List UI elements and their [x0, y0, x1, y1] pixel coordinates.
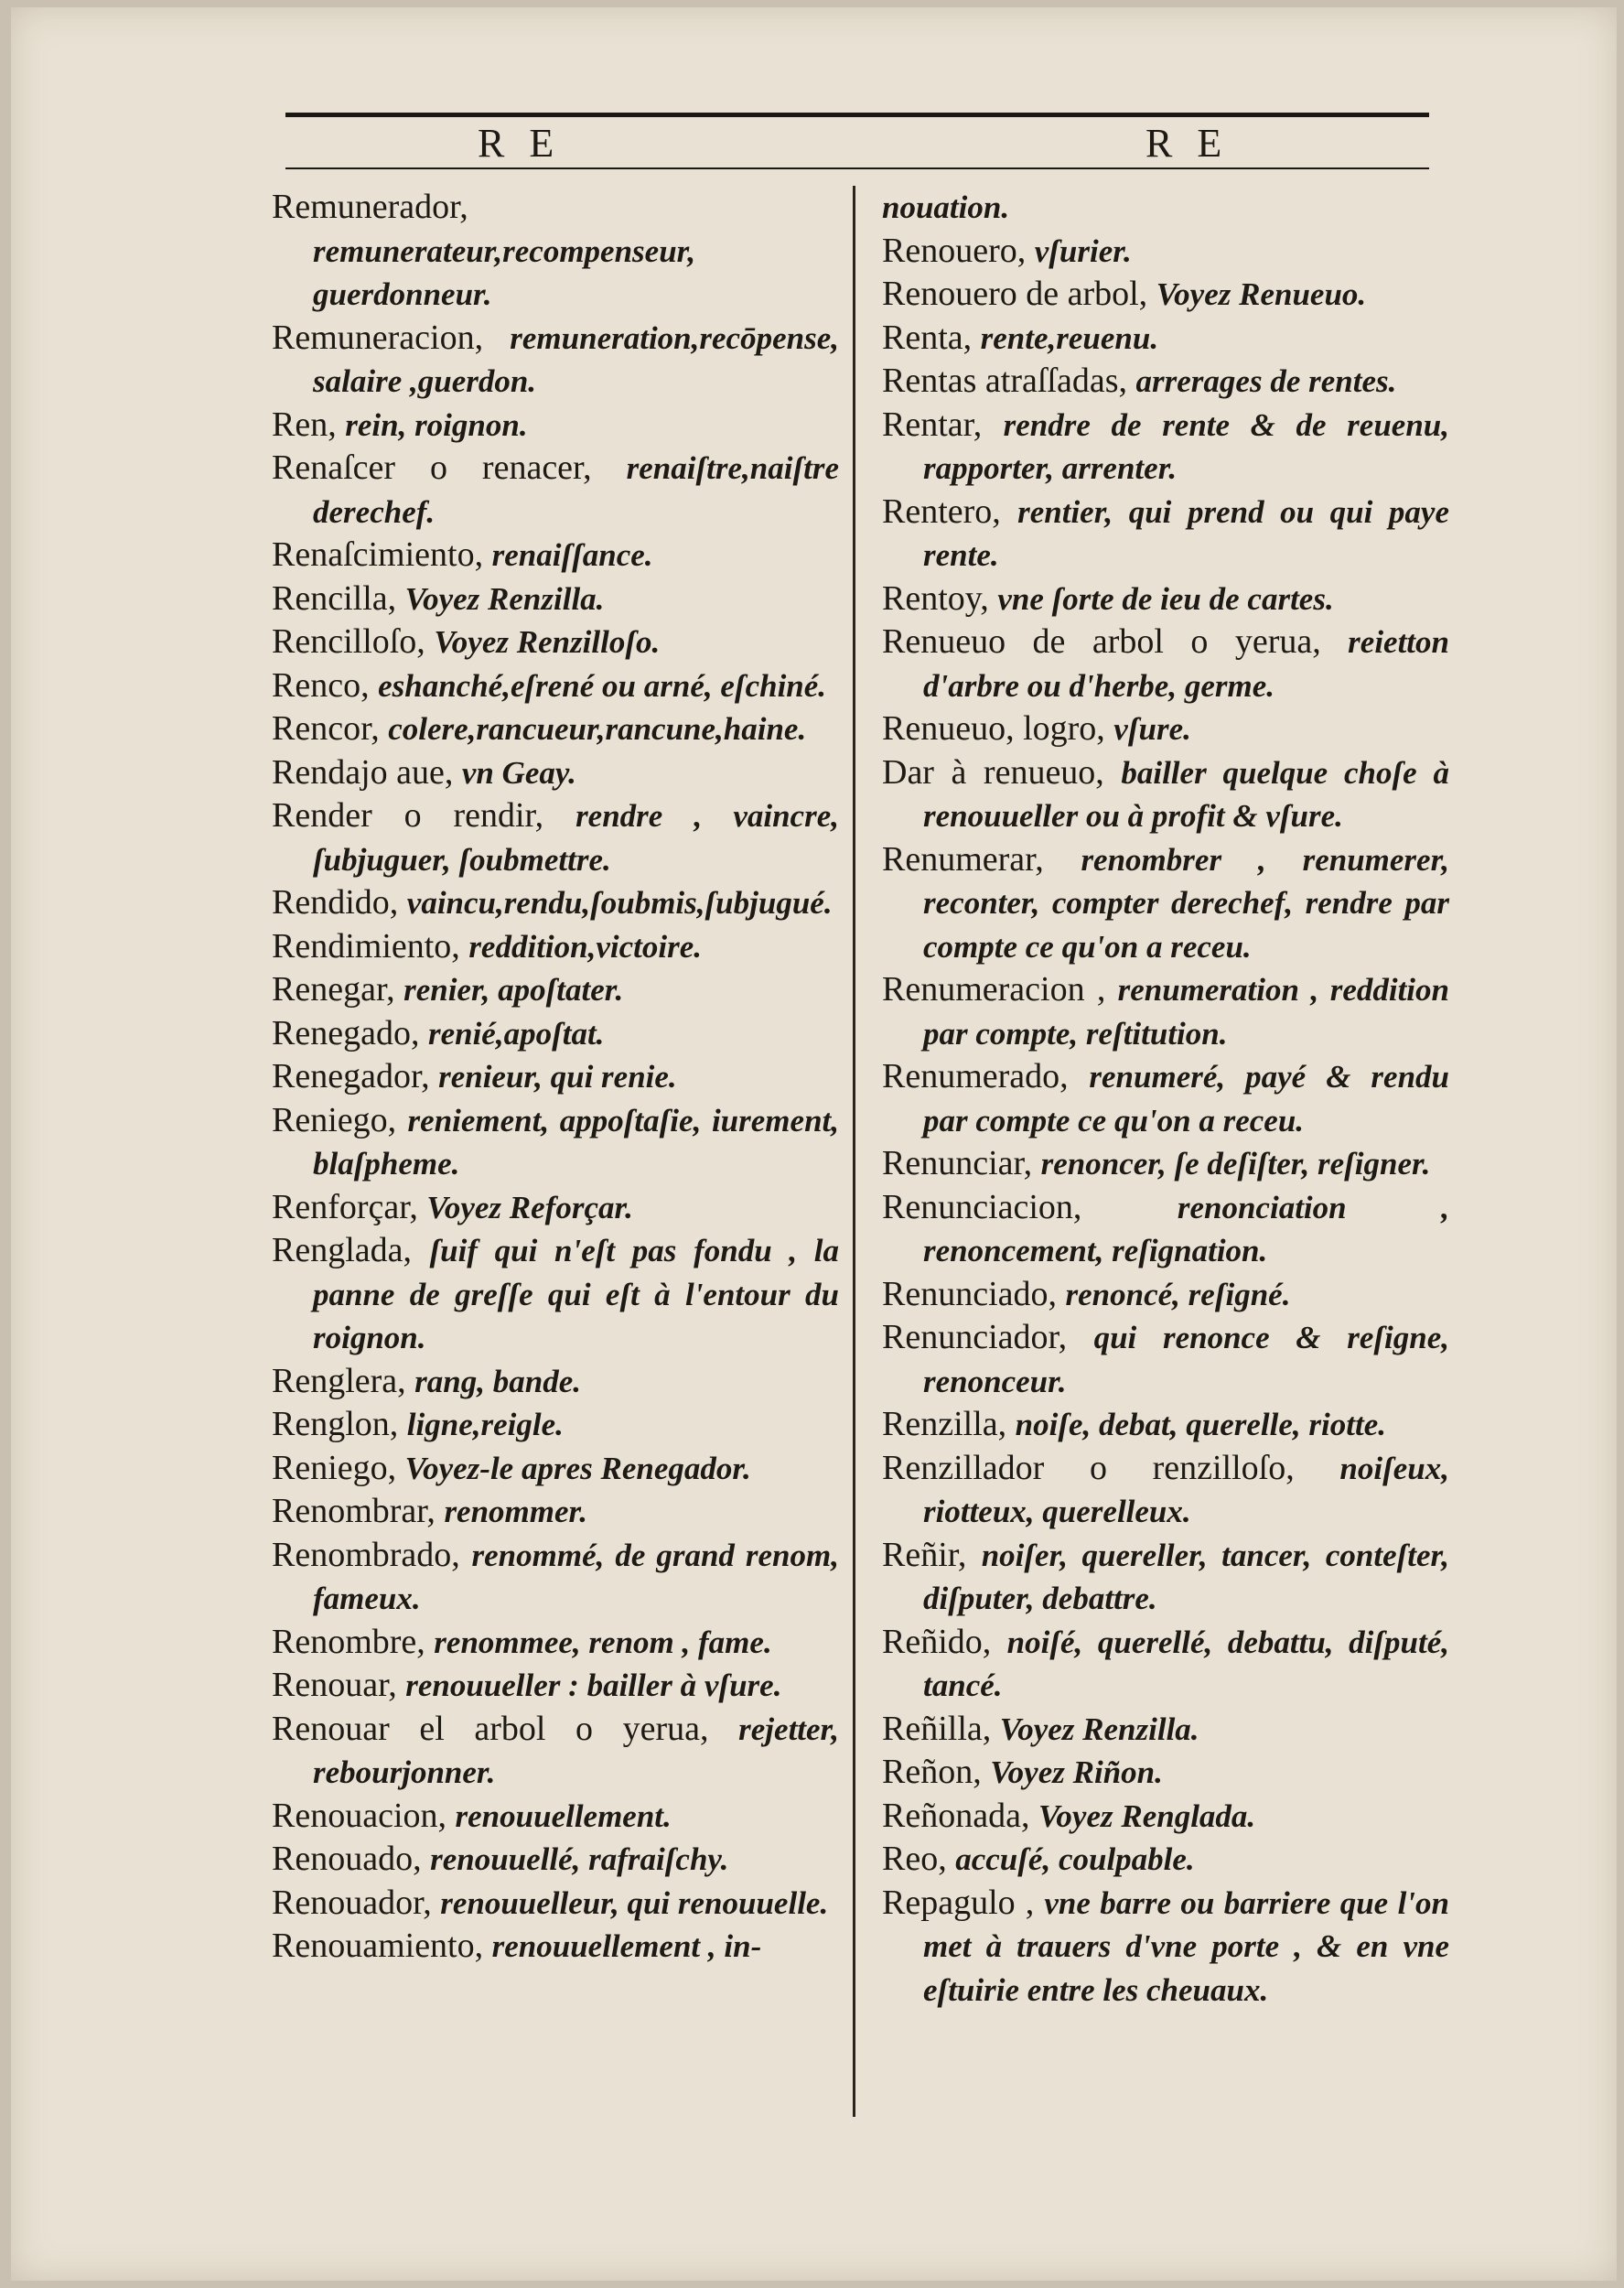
entry-headword: Reñir, — [882, 1535, 967, 1574]
entry-translation: remunerateur,recompenseur, guerdonneur. — [313, 232, 696, 312]
entry-translation: renombrer , renumerer, reconter, compter derechef, rendre par compte ce qu'on a receu. — [923, 841, 1450, 965]
entry-headword: Renglera, — [272, 1361, 406, 1400]
entry-headword: Render o rendir, — [272, 796, 544, 835]
entry-translation: arrerages de rentes. — [1135, 363, 1397, 399]
entry-headword: Dar à renueuo, — [882, 752, 1104, 792]
entry-headword: Renueuo, logro, — [882, 709, 1105, 748]
entry-headword: Renumerado, — [882, 1057, 1069, 1095]
dictionary-entry — [272, 186, 839, 317]
running-head — [285, 113, 1429, 177]
entry-headword: Reniego, — [272, 1448, 397, 1487]
dictionary-entry — [272, 577, 839, 621]
entry-translation: renouuelleur, qui renouuelle. — [440, 1884, 829, 1921]
entry-translation: eshanché,eſrené ou arné, eſchiné. — [378, 667, 827, 704]
column-divider — [853, 186, 855, 2117]
dictionary-entry — [882, 968, 1449, 1055]
dictionary-entry — [272, 1403, 839, 1447]
dictionary-entry — [272, 1360, 839, 1404]
dictionary-entry — [882, 1055, 1449, 1142]
entry-headword: Renta, — [882, 318, 973, 357]
entry-translation: Voyez Renueuo. — [1156, 276, 1367, 312]
entry-translation: renumeration , reddition par compte, reſtitution. — [923, 972, 1449, 1052]
entry-translation: renommer. — [444, 1494, 587, 1529]
entry-translation: remuneration,recōpense, salaire ,guerdon. — [313, 319, 839, 399]
entry-translation: rein, roignon. — [345, 406, 528, 443]
dictionary-entry — [272, 925, 839, 969]
entry-headword: Rentas atraſſadas, — [882, 362, 1128, 400]
entry-translation: Voyez Renglada. — [1038, 1797, 1256, 1834]
entry-headword: Renunciar, — [882, 1144, 1033, 1182]
entry-translation: noiſeux, riotteux, querelleux. — [923, 1450, 1450, 1529]
entry-translation: vſure. — [1113, 711, 1191, 747]
entry-headword: Reo, — [882, 1840, 947, 1878]
dictionary-entry — [272, 1882, 839, 1926]
dictionary-entry — [272, 1621, 839, 1665]
entry-headword: Renouar, — [272, 1666, 397, 1704]
entry-headword: Rencilla, — [272, 578, 397, 618]
dictionary-entry — [882, 1316, 1449, 1403]
dictionary-entry — [272, 1795, 839, 1839]
dictionary-entry — [882, 751, 1449, 838]
entry-headword: Rendido, — [272, 883, 399, 922]
entry-headword: Renunciador, — [882, 1318, 1068, 1356]
entry-translation: reietton d'arbre ou d'herbe, germe. — [923, 624, 1449, 704]
entry-headword: Rencilloſo, — [272, 622, 425, 661]
dictionary-entry — [272, 664, 839, 708]
entry-headword: Renegador, — [272, 1057, 430, 1095]
entry-headword: Repagulo , — [882, 1883, 1035, 1922]
entry-headword: Remuneracion, — [272, 318, 484, 357]
entry-translation: Voyez Reforçar. — [426, 1189, 633, 1225]
dictionary-entry — [272, 534, 839, 577]
entry-translation: Voyez Renzilla. — [999, 1711, 1199, 1747]
entry-headword: Renouador, — [272, 1883, 432, 1922]
entry-translation: vne barre ou barriere que l'on met à trauers d'vne porte , & en vne eſtuirie entre les cheuaux. — [923, 1884, 1449, 2008]
entry-translation: Voyez Riñon. — [990, 1754, 1163, 1790]
dictionary-entry — [882, 577, 1449, 621]
entry-headword: Renunciacion, — [882, 1187, 1082, 1226]
entry-translation: renommé, de grand renom, fameux. — [313, 1537, 839, 1616]
dictionary-entry — [882, 230, 1449, 274]
entry-translation: rentier, qui prend ou qui paye rente. — [923, 493, 1449, 573]
entry-translation: rejetter, rebourjonner. — [313, 1711, 839, 1790]
dictionary-entry — [272, 968, 839, 1012]
dictionary-entry — [882, 1621, 1449, 1708]
dictionary-entry — [272, 1447, 839, 1491]
dictionary-entry — [272, 707, 839, 751]
dictionary-entry — [882, 621, 1449, 707]
dictionary-entry — [272, 1925, 839, 1969]
dictionary-entry — [272, 1186, 839, 1230]
dictionary-entry — [882, 1186, 1449, 1273]
dictionary-entry — [882, 838, 1449, 969]
entry-headword: Renouado, — [272, 1840, 422, 1878]
dictionary-entry — [272, 317, 839, 404]
entry-translation: bailler quelque choſe à renouueller ou à profit & vſure. — [923, 754, 1449, 834]
entry-headword: Reñon, — [882, 1753, 982, 1791]
entry-headword: Renaſcimiento, — [272, 535, 484, 574]
dictionary-entry — [272, 1490, 839, 1534]
entry-translation: vaincu,rendu,ſoubmis,ſubjugué. — [406, 885, 833, 921]
entry-translation: ſuif qui n'eſt pas fondu , la panne de greſſe qui eſt à l'entour du roignon. — [313, 1233, 839, 1355]
book-page — [11, 7, 1617, 2281]
entry-headword: Rentar, — [882, 405, 983, 444]
dictionary-entry — [272, 1055, 839, 1099]
entry-translation: rendre de rente & de reuenu, rapporter, arrenter. — [923, 406, 1450, 486]
dictionary-entry — [272, 447, 839, 534]
entry-headword: Renegar, — [272, 970, 395, 1009]
entry-headword: Renco, — [272, 665, 370, 705]
entry-translation: renieur, qui renie. — [438, 1059, 677, 1095]
dictionary-entry — [882, 186, 1449, 230]
entry-headword: Renouar el arbol o yerua, — [272, 1709, 709, 1748]
entry-headword: Renouero de arbol, — [882, 275, 1148, 313]
dictionary-entry — [882, 1142, 1449, 1186]
entry-headword: Rendajo aue, — [272, 752, 454, 792]
dictionary-entry — [882, 1403, 1449, 1447]
entry-translation: renouuellé, rafraiſchy. — [430, 1841, 729, 1877]
dictionary-entry — [272, 794, 839, 881]
entry-headword: Renunciado, — [882, 1274, 1058, 1313]
entry-headword: Renombre, — [272, 1622, 425, 1661]
entry-translation: renouueller : bailler à vſure. — [405, 1667, 782, 1703]
entry-translation: noiſé, querellé, debattu, diſputé, tancé. — [923, 1624, 1450, 1703]
dictionary-entry — [272, 1099, 839, 1186]
entry-translation: vne ſorte de ieu de cartes. — [997, 580, 1334, 617]
entry-headword: Reñido, — [882, 1622, 992, 1661]
entry-headword: Ren, — [272, 405, 337, 444]
dictionary-entry — [272, 1838, 839, 1882]
dictionary-entry — [882, 707, 1449, 751]
entry-translation: Voyez Renzilloſo. — [434, 624, 661, 660]
dictionary-entry — [882, 1795, 1449, 1839]
entry-translation: renié,apoſtat. — [427, 1015, 605, 1052]
dictionary-entry — [882, 1708, 1449, 1752]
entry-translation: renouuellement , in- — [491, 1928, 762, 1964]
entry-headword: Renforçar, — [272, 1187, 418, 1226]
entry-translation: renaiſtre,naiſtre derechef. — [313, 450, 839, 530]
entry-headword: Renglada, — [272, 1231, 413, 1269]
entry-translation: rang, bande. — [414, 1363, 581, 1399]
entry-headword: Renouacion, — [272, 1796, 447, 1835]
dictionary-entry — [272, 1229, 839, 1360]
dictionary-entry — [882, 1838, 1449, 1882]
dictionary-entry — [272, 1012, 839, 1056]
entry-headword: Renombrar, — [272, 1492, 436, 1530]
dictionary-entry — [272, 621, 839, 664]
dictionary-entry — [882, 1882, 1449, 2013]
entry-translation: renaiſſance. — [491, 537, 653, 573]
entry-translation: rente,reuenu. — [980, 319, 1159, 356]
entry-translation: renoncer, ſe deſiſter, reſigner. — [1040, 1146, 1431, 1182]
entry-translation: renier, apoſtater. — [403, 972, 624, 1008]
dictionary-entry — [882, 404, 1449, 491]
dictionary-entry — [882, 1447, 1449, 1534]
entry-headword: Renombrado, — [272, 1535, 460, 1574]
entry-headword: Renegado, — [272, 1013, 420, 1052]
entry-headword: Renueuo de arbol o yerua, — [882, 622, 1321, 661]
entry-headword: Remunerador, — [272, 188, 468, 226]
entry-headword: Renumerar, — [882, 839, 1044, 879]
entry-headword: Rentoy, — [882, 578, 989, 618]
dictionary-entry — [882, 1534, 1449, 1621]
dictionary-entry — [272, 1664, 839, 1708]
entry-translation: colere,rancueur,rancune,haine. — [388, 711, 807, 747]
header-rule-bottom — [285, 167, 1429, 169]
entry-translation: qui renonce & reſigne, renonceur. — [923, 1320, 1449, 1399]
entry-translation: nouation. — [882, 189, 1010, 225]
right-column — [882, 186, 1449, 2012]
entry-translation: renouuellement. — [455, 1797, 672, 1834]
dictionary-entry — [882, 360, 1449, 404]
dictionary-entry — [882, 273, 1449, 317]
dictionary-entry — [882, 1751, 1449, 1795]
entry-translation: ligne,reigle. — [406, 1407, 564, 1442]
header-right-letters: R E — [1145, 121, 1230, 166]
entry-headword: Reñonada, — [882, 1796, 1030, 1835]
dictionary-entry — [882, 317, 1449, 361]
dictionary-entry — [272, 1708, 839, 1795]
dictionary-entry — [272, 751, 839, 795]
entry-translation: reniement, appoſtaſie, iurement, blaſpheme. — [313, 1102, 840, 1182]
entry-translation: reddition,victoire. — [468, 928, 703, 965]
entry-headword: Renumeracion , — [882, 970, 1106, 1009]
entry-translation: Voyez-le apres Renegador. — [404, 1450, 751, 1486]
header-rule-top — [285, 113, 1429, 117]
entry-translation: renoncé, reſigné. — [1065, 1276, 1291, 1312]
dictionary-entry — [272, 881, 839, 925]
entry-translation: renumeré, payé & rendu par compte ce qu'on a receu. — [923, 1059, 1450, 1139]
entry-translation: vſurier. — [1034, 232, 1132, 269]
entry-headword: Rentero, — [882, 491, 1001, 531]
entry-headword: Reniego, — [272, 1100, 397, 1139]
entry-translation: noiſe, debat, querelle, riotte. — [1015, 1407, 1386, 1442]
entry-translation: rendre , vaincre, ſubjuguer, ſoubmettre. — [313, 798, 839, 878]
entry-translation: Voyez Renzilla. — [404, 580, 605, 617]
dictionary-entry — [882, 1273, 1449, 1317]
entry-headword: Renouero, — [882, 231, 1027, 270]
entry-headword: Renzillador o renzilloſo, — [882, 1448, 1295, 1487]
entry-headword: Rendimiento, — [272, 926, 460, 966]
entry-headword: Renglon, — [272, 1405, 399, 1443]
entry-translation: renonciation , renoncement, reſignation. — [923, 1189, 1450, 1268]
entry-translation: accuſé, coulpable. — [955, 1841, 1195, 1877]
entry-headword: Rencor, — [272, 709, 380, 748]
dictionary-entry — [272, 404, 839, 448]
header-left-letters: R E — [478, 121, 562, 166]
dictionary-entry — [882, 491, 1449, 577]
entry-headword: Renaſcer o renacer, — [272, 448, 592, 487]
entry-headword: Renzilla, — [882, 1405, 1007, 1443]
entry-translation: noiſer, quereller, tancer, conteſter, diſputer, debattre. — [923, 1537, 1449, 1616]
entry-translation: vn Geay. — [461, 754, 576, 791]
dictionary-entry — [272, 1534, 839, 1621]
entry-headword: Reñilla, — [882, 1709, 992, 1748]
left-column — [272, 186, 839, 1969]
entry-translation: renommee, renom , fame. — [434, 1624, 772, 1660]
entry-headword: Renouamiento, — [272, 1926, 484, 1965]
